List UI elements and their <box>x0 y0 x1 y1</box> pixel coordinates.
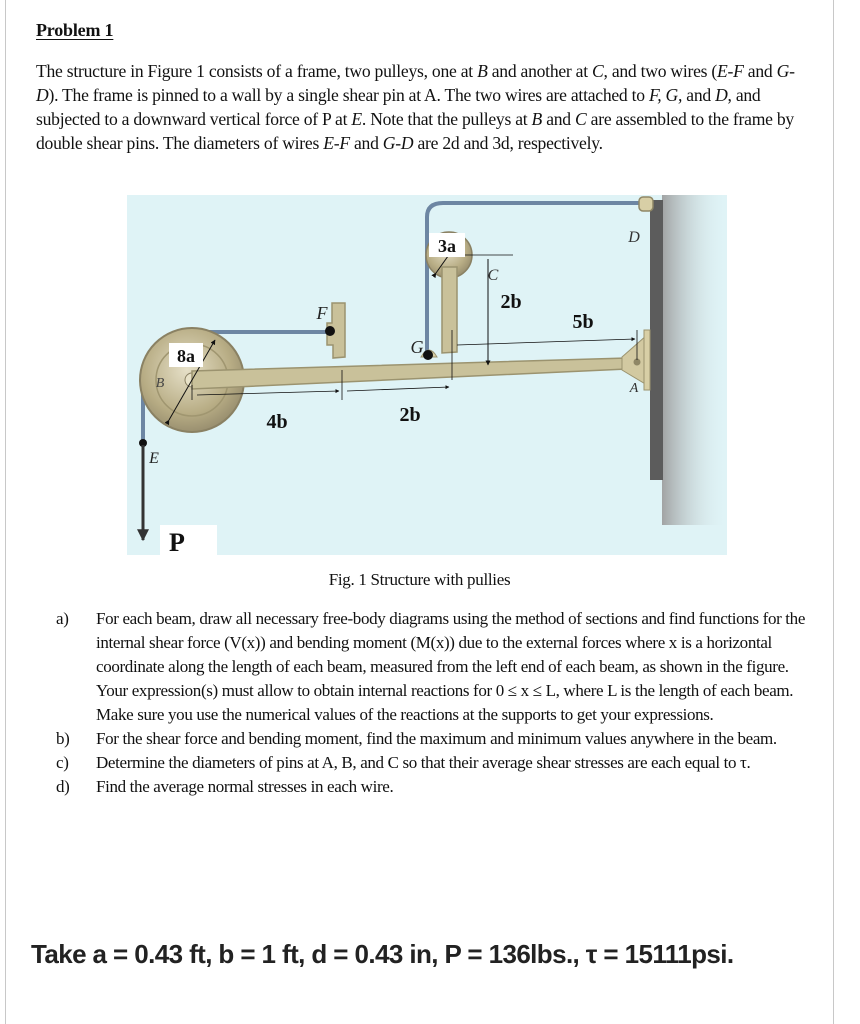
problem-title: Problem 1 <box>36 20 114 40</box>
post-c <box>442 267 457 353</box>
text-segment: are 2d and 3d, respectively. <box>413 133 603 153</box>
italic-term: B <box>477 61 488 81</box>
italic-term: G-D <box>36 61 795 105</box>
structure-diagram <box>127 195 727 555</box>
question-a <box>56 607 816 727</box>
question-text: Determine the diameters of pins at A, B, and C so that their average shear stresses are each equal to τ. <box>96 753 751 772</box>
italic-term: D <box>715 85 728 105</box>
italic-term: B <box>531 109 543 129</box>
question-b <box>56 727 816 751</box>
label-p: P <box>169 528 185 555</box>
italic-term: G-D <box>382 133 414 153</box>
text-segment: , and two wires ( <box>603 61 718 81</box>
label-f: F <box>316 303 328 323</box>
point-g-dot <box>423 350 433 360</box>
label-e: E <box>149 450 159 467</box>
question-list <box>56 607 816 799</box>
text-segment: ). The frame is pinned to a wall by a single shear pin at A. The two wires are attached to <box>48 85 649 105</box>
label-2b-vertical: 2b <box>500 291 522 313</box>
italic-term: E <box>351 109 362 129</box>
question-label: b) <box>56 729 70 748</box>
label-8a: 8a <box>177 346 195 366</box>
italic-term: E-F <box>323 133 350 153</box>
text-segment: . Note that the pulleys at <box>361 109 532 129</box>
label-2b-horizontal: 2b <box>399 404 421 426</box>
label-b: B <box>155 376 165 391</box>
italic-term: F, G, <box>648 85 683 105</box>
question-label: d) <box>56 777 70 796</box>
text-segment: The structure in Figure 1 consists of a frame, two pulleys, one at <box>36 61 478 81</box>
figure-structure-with-pulleys <box>127 195 727 555</box>
question-label: c) <box>56 753 69 772</box>
text-segment: and <box>682 85 716 105</box>
text-segment: , and subjected to a downward vertical force of P at <box>36 85 761 129</box>
text-segment: and <box>743 61 777 81</box>
question-label: a) <box>56 609 69 628</box>
question-d <box>56 775 816 799</box>
text-segment: and <box>349 133 383 153</box>
figure-caption: Fig. 1 Structure with pullies <box>328 570 511 589</box>
label-a: A <box>629 381 639 396</box>
italic-term: C <box>592 61 604 81</box>
label-d: D <box>628 229 640 246</box>
question-text: For the shear force and bending moment, find the maximum and minimum values anywhere in the beam. <box>96 729 777 748</box>
label-5b: 5b <box>572 311 594 333</box>
text-segment: and another at <box>487 61 593 81</box>
question-text: For each beam, draw all necessary free-body diagrams using the method of sections and find functions for the internal shear force (V(x)) and bending moment (M(x)) due to the external forces where x is a horizontal coordinate along the length of each beam, measured from the left end of each beam, as shown in the figure. Your expression(s) must allow to obtain internal reactions for 0 ≤ x ≤ L, where L is the length of each beam. Make sure you use the numerical values of the reactions at the supports to get your expressions. <box>96 609 806 724</box>
italic-term: E-F <box>717 61 744 81</box>
question-c <box>56 751 816 775</box>
text-segment: and <box>542 109 575 129</box>
document-page <box>5 0 834 1024</box>
label-c: C <box>487 267 499 284</box>
label-4b: 4b <box>266 411 288 433</box>
text-segment: are assembled to the frame by double shear pins. The diameters of wires <box>36 109 794 153</box>
label-g: G <box>410 337 424 357</box>
point-f-dot <box>325 326 335 336</box>
label-3a: 3a <box>438 236 456 256</box>
problem-statement <box>36 59 816 155</box>
given-values: Take a = 0.43 ft, b = 1 ft, d = 0.43 in, P = 136lbs., τ = 15111psi. <box>31 939 734 969</box>
wall <box>650 200 663 480</box>
italic-term: C <box>575 109 587 129</box>
question-text: Find the average normal stresses in each wire. <box>96 777 394 796</box>
